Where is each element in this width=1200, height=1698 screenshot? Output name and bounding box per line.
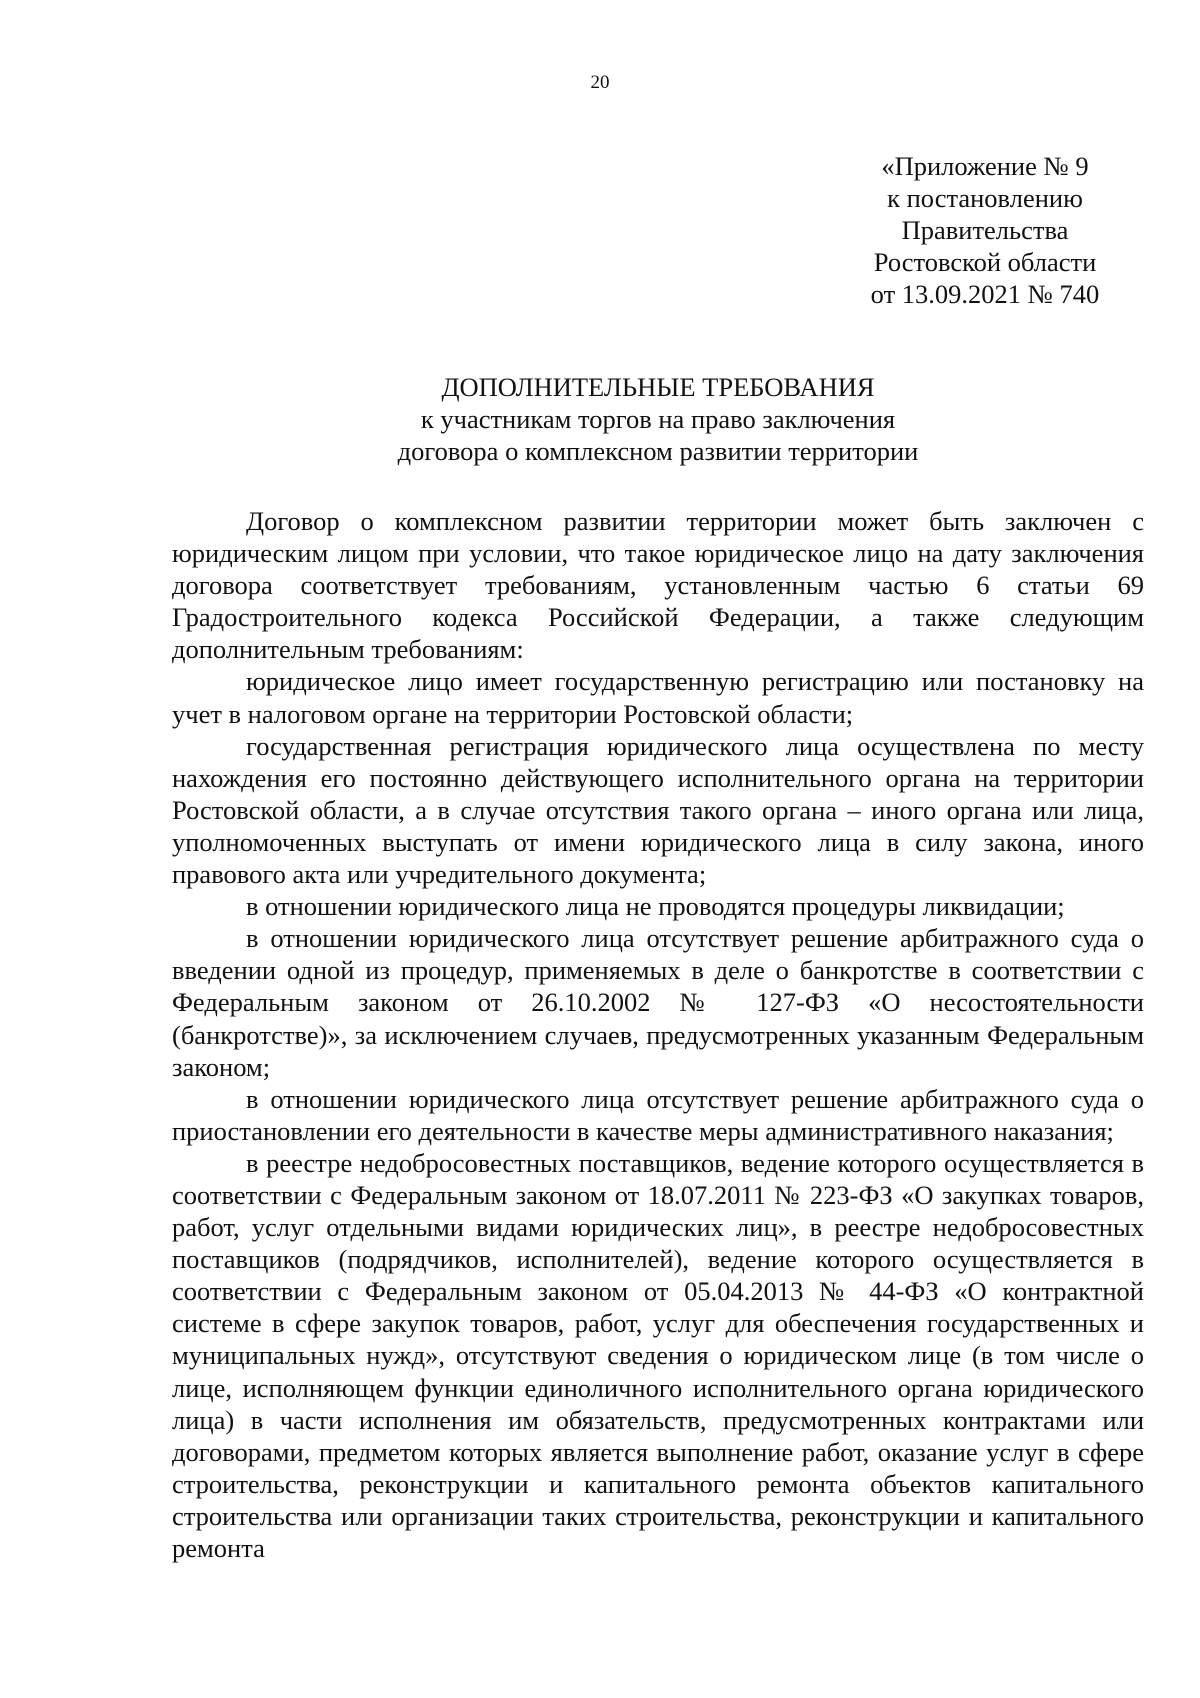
- paragraph: в отношении юридического лица не проводятся процедуры ликвидации;: [246, 891, 1065, 922]
- paragraph: государственная регистрация юридического лица осуществлена по месту нахождения его постоянно действующего исполнительного органа на территории Ростовской области, а в случае отсутствия такого органа – иного органа или лица, уполномоченных выступать от имени юридического лица в силу закона, иного правового акта или учредительного документа;: [172, 730, 1144, 890]
- appendix-line: «Приложение № 9: [881, 151, 1089, 181]
- appendix-line: от 13.09.2021 № 740: [870, 279, 1100, 309]
- appendix-reference: [840, 150, 1130, 310]
- title-subtitle: договора о комплексном развитии территории: [397, 436, 919, 466]
- paragraph: Договор о комплексном развитии территории может быть заключен с юридическим лицом при условии, что такое юридическое лицо на дату заключения договора соответствует требованиям, установленным частью 6 статьи 69 Градостроительного кодекса Российской Федерации, а также следующим дополнительным требованиям:: [172, 506, 1144, 665]
- appendix-line: к постановлению: [887, 183, 1083, 213]
- appendix-line: Ростовской области: [873, 247, 1097, 277]
- paragraph: в реестре недобросовестных поставщиков, ведение которого осуществляется в соответствии с Федеральным законом от 18.07.2011 № 223-ФЗ «О закупках товаров, работ, услуг отдельными видами юридических лиц», в реестре недобросовестных поставщиков (подрядчиков, исполнителей), ведение которого осуществляется в соответствии с Федеральным законом от 05.04.2013 № 44-ФЗ «О контрактной системе в сфере закупок товаров, работ, услуг для обеспечения государственных и муниципальных нужд», отсутствуют сведения о юридическом лице (в том числе о лице, исполняющем функции единоличного исполнительного органа юридического лица) в части исполнения им обязательств, предусмотренных контрактами или договорами, предметом которых является выполнение работ, оказание услуг в сфере строительства, реконструкции и капитального ремонта объектов капитального строительства или организации таких строительства, реконструкции и капитального ремонта: [172, 1147, 1144, 1563]
- paragraph: в отношении юридического лица отсутствует решение арбитражного суда о введении одной из процедур, применяемых в деле о банкротстве в соответствии с Федеральным законом от 26.10.2002 № 127-ФЗ «О несостоятельности (банкротстве)», за исключением случаев, предусмотренных указанным Федеральным законом;: [172, 923, 1144, 1082]
- paragraph: юридическое лицо имеет государственную регистрацию или постановку на учет в налоговом органе на территории Ростовской области;: [172, 666, 1144, 729]
- paragraph: в отношении юридического лица отсутствует решение арбитражного суда о приостановлении его деятельности в качестве меры административного наказания;: [172, 1083, 1144, 1146]
- page-number: 20: [590, 72, 610, 93]
- appendix-line: Правительства: [901, 215, 1069, 245]
- document-body: [172, 505, 1144, 1564]
- document-title: [172, 371, 1144, 467]
- title-heading: ДОПОЛНИТЕЛЬНЫЕ ТРЕБОВАНИЯ: [441, 372, 875, 402]
- title-subtitle: к участникам торгов на право заключения: [420, 404, 896, 434]
